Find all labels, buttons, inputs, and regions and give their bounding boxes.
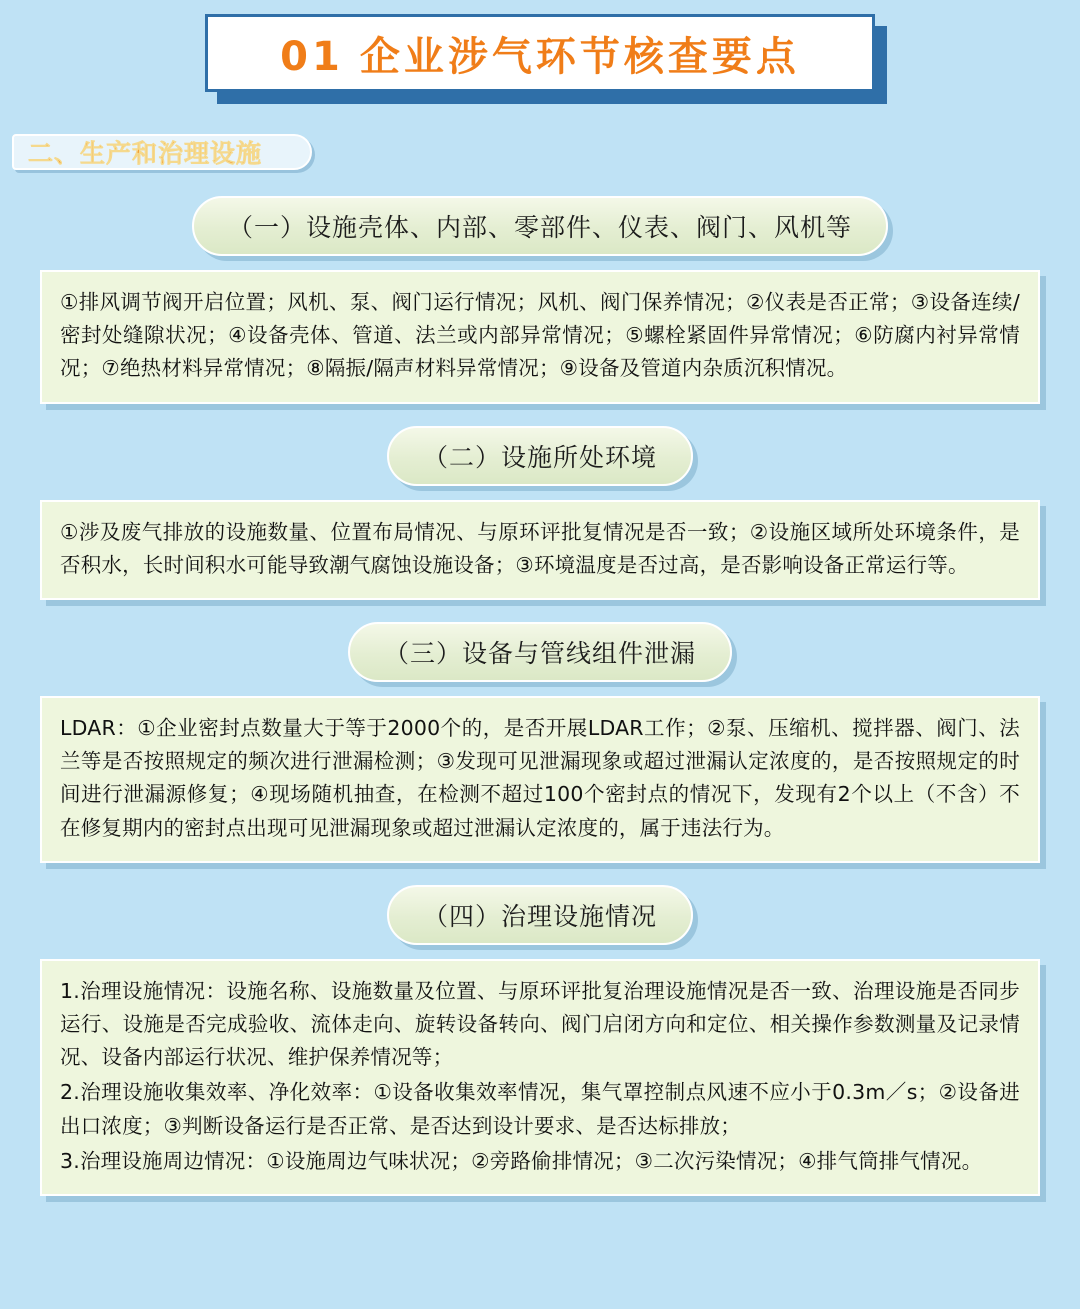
- header-banner: [205, 14, 875, 92]
- panel-paragraph: 1.治理设施情况：设施名称、设施数量及位置、与原环评批复治理设施情况是否一致、治理设施是否同步运行、设施是否完成验收、流体走向、旋转设备转向、阀门启闭方向和定位、相关操作参数测量及记录情况、设备内部运行状况、维护保养情况等；: [60, 978, 1020, 1070]
- block-heading-2: （二）设施所处环境: [387, 426, 693, 486]
- header-title-text: 企业涉气环节核查要点: [359, 33, 800, 80]
- block-heading-3: （三）设备与管线组件泄漏: [348, 622, 732, 682]
- heading-row-4: [0, 885, 1080, 945]
- panel-paragraph: 2.治理设施收集效率、净化效率：①设备收集效率情况，集气罩控制点风速不应小于0.3m／s；②设备进出口浓度；③判断设备运行是否正常、是否达到设计要求、是否达标排放；: [60, 1080, 1020, 1138]
- content-panel-4: [40, 959, 1040, 1196]
- section-tag: [12, 134, 312, 170]
- page-title: [280, 25, 800, 82]
- header-number: 01: [280, 33, 344, 80]
- panel-paragraph: ①排风调节阀开启位置；风机、泵、阀门运行情况；风机、阀门保养情况；②仪表是否正常；③设备连续/密封处缝隙状况；④设备壳体、管道、法兰或内部异常情况；⑤螺栓紧固件异常情况；⑥防腐内衬异常情况；⑦绝热材料异常情况；⑧隔振/隔声材料异常情况；⑨设备及管道内杂质沉积情况。: [60, 290, 1020, 381]
- block-heading-4: （四）治理设施情况: [387, 885, 693, 945]
- content-panel-2: [40, 500, 1040, 600]
- panel-paragraph: ①涉及废气排放的设施数量、位置布局情况、与原环评批复情况是否一致；②设施区域所处环境条件，是否积水，长时间积水可能导致潮气腐蚀设施设备；③环境温度是否过高，是否影响设备正常运行等。: [60, 519, 1020, 577]
- heading-row-2: [0, 426, 1080, 486]
- panel-paragraph: 3.治理设施周边情况：①设施周边气味状况；②旁路偷排情况；③二次污染情况；④排气筒排气情况。: [60, 1148, 983, 1173]
- content-panel-3: [40, 696, 1040, 863]
- page-header: [0, 0, 1080, 118]
- section-tag-label: 二、生产和治理设施: [28, 139, 263, 168]
- content-panel-1: [40, 270, 1040, 404]
- panel-paragraph: LDAR：①企业密封点数量大于等于2000个的，是否开展LDAR工作；②泵、压缩机、搅拌器、阀门、法兰等是否按照规定的频次进行泄漏检测；③发现可见泄漏现象或超过泄漏认定浓度的，是否按照规定的时间进行泄漏源修复；④现场随机抽查，在检测不超过100个密封点的情况下，发现有2个以上（不含）不在修复期内的密封点出现可见泄漏现象或超过泄漏认定浓度的，属于违法行为。: [60, 716, 1020, 840]
- heading-row-1: [0, 196, 1080, 256]
- block-heading-1: （一）设施壳体、内部、零部件、仪表、阀门、风机等: [192, 196, 888, 256]
- heading-row-3: [0, 622, 1080, 682]
- section-tag-wrapper: [12, 134, 322, 174]
